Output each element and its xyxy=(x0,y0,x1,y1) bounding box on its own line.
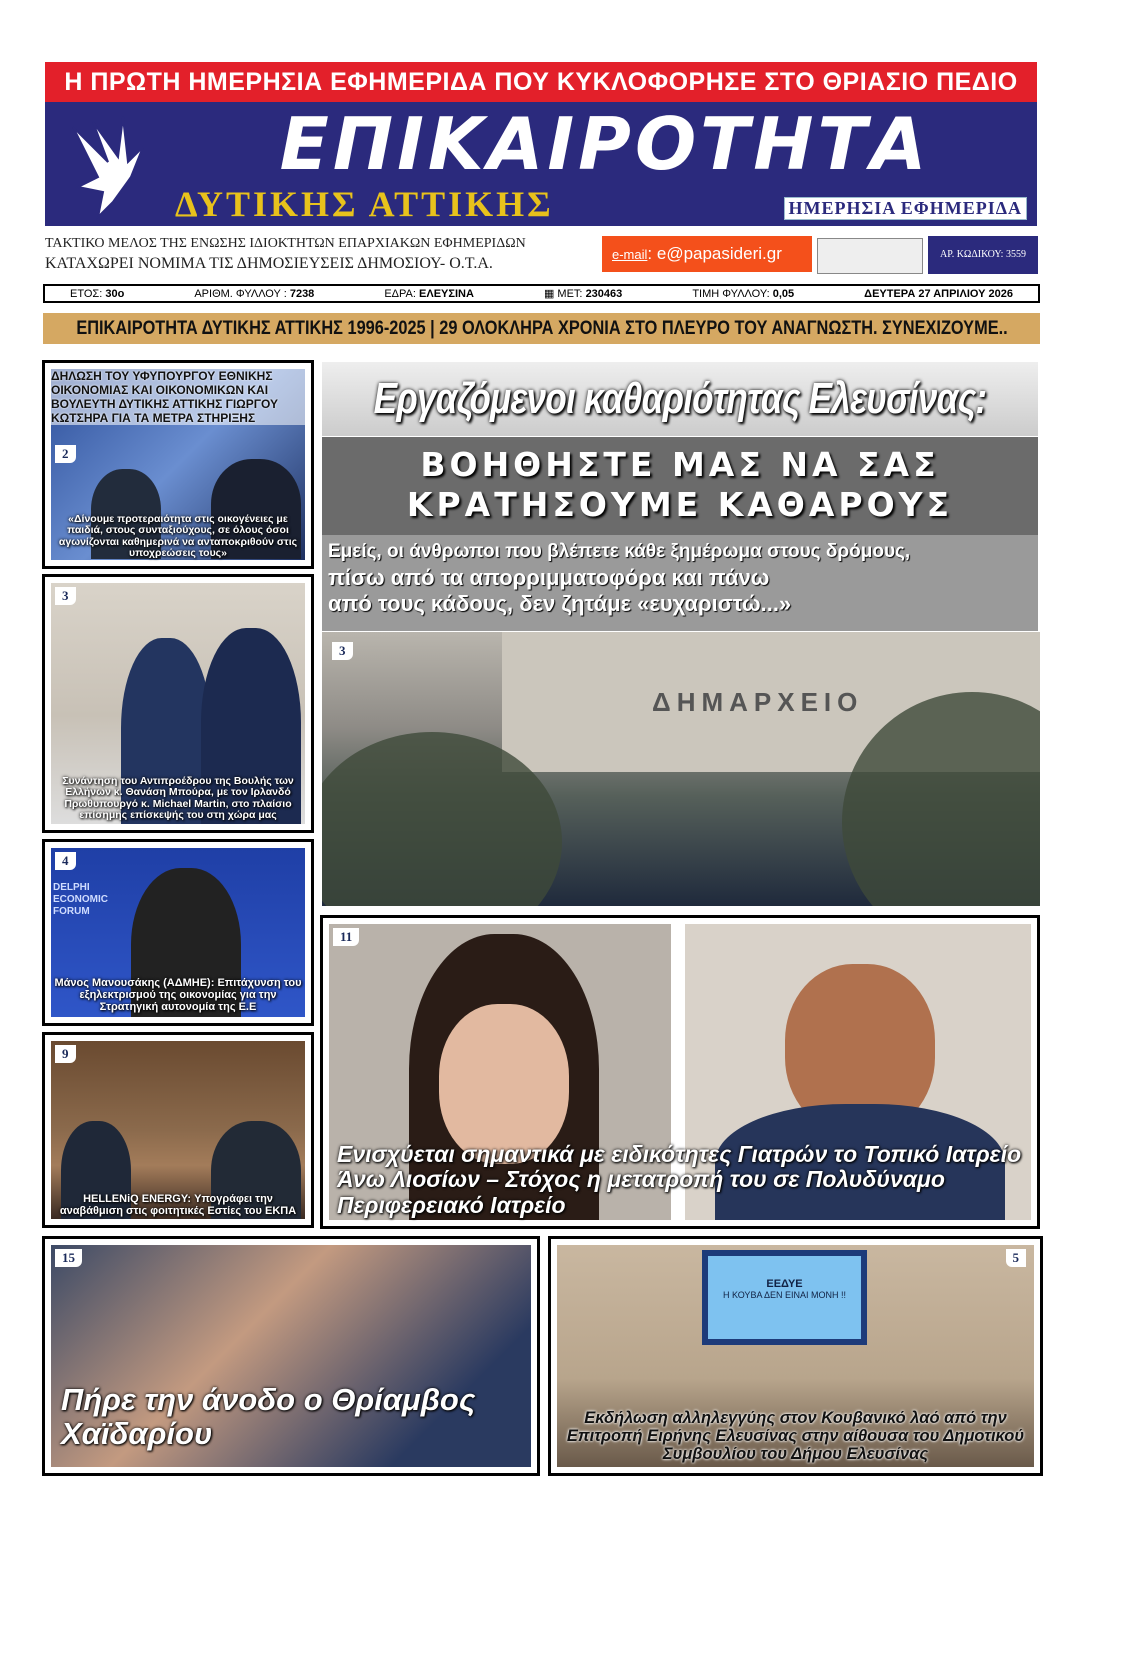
subhead-line: ΚΡΑΤΗΣΟΥΜΕ ΚΑΘΑΡΟΥΣ xyxy=(406,485,954,524)
newspaper-subtitle: ΔΥΤΙΚΗΣ ΑΤΤΙΚΗΣ xyxy=(175,184,554,224)
story-caption: Πήρε την άνοδο ο Θρίαμβος Χαϊδαρίου xyxy=(61,1381,476,1451)
side-story-9[interactable] xyxy=(42,1032,314,1228)
story-caption: «Δίνουμε προτεραιότητα στις οικογένειες με παιδιά, στους συνταξιούχους, σε όλους όσοι αγωνίζονται καθημερινά να ανταποκριθούν στις υποχρεώσεις τους» xyxy=(58,512,298,560)
lead-line: πίσω από τα απορριμματοφόρα και πάνω xyxy=(328,565,770,590)
issue-date: ΔΕΥΤΕΡΑ 27 ΑΠΡΙΛΙΟΥ 2026 xyxy=(864,287,1013,300)
story-title: ΔΗΛΩΣΗ ΤΟΥ ΥΦΥΠΟΥΡΓΟΥ ΕΘΝΙΚΗΣ ΟΙΚΟΝΟΜΙΑΣ ΚΑΙ ΟΙΚΟΝΟΜΙΚΩΝ ΚΑΙ ΒΟΥΛΕΥΤΗ ΔΥΤΙΚΗΣ ΑΤΤΙΚΗΣ ΓΙΩΡΓΟΥ ΚΩΤΣΗΡΑ ΓΙΑ ΤΑ ΜΕΤΡΑ ΣΤΗΡΙΞΗΣ xyxy=(51,369,305,425)
lead-line: από τους κάδους, δεν ζητάμε «ευχαριστώ...» xyxy=(328,591,792,616)
issue-number: ΑΡΙΘΜ. ΦΥΛΛΟΥ : 7238 xyxy=(194,287,315,300)
page-badge: 5 xyxy=(1006,1249,1027,1267)
email-label: e-mail xyxy=(612,247,648,262)
page-badge: 4 xyxy=(55,852,76,870)
main-headline[interactable]: Εργαζόμενοι καθαριότητας Ελευσίνας: xyxy=(373,374,987,423)
screen-text: Η ΚΟΥΒΑ ΔΕΝ ΕΙΝΑΙ ΜΟΝΗ !! xyxy=(723,1290,846,1300)
lead-line: Εμείς, οι άνθρωποι που βλέπετε κάθε ξημέρωμα στους δρόμους, xyxy=(328,541,911,562)
bottom-story-15[interactable] xyxy=(42,1236,540,1476)
main-headline-box[interactable] xyxy=(322,362,1038,436)
anniversary-strip xyxy=(43,313,1040,344)
building-sign: ΔΗΜΑΡΧΕΙΟ xyxy=(652,687,864,717)
story-caption: Συνάντηση του Αντιπροέδρου της Βουλής των Ελλήνων κ. Θανάση Μπούρα, με τον Ιρλανδό Πρωθυπουργό κ. Michael Martin, στο πλαίσιο επίσημης επίσκεψής του στη χώρα μας xyxy=(62,774,294,822)
met: ▦ ΜΕΤ: 230463 xyxy=(543,288,623,300)
legal-line: ΚΑΤΑΧΩΡΕΙ ΝΟΜΙΜΑ ΤΙΣ ΔΗΜΟΣΙΕΥΣΕΙΣ ΔΗΜΟΣΙΟΥ- Ο.Τ.Α. xyxy=(45,255,493,272)
subhead-line: ΒΟΗΘΗΣΤΕ ΜΑΣ ΝΑ ΣΑΣ xyxy=(420,445,940,484)
bottom-story-5[interactable] xyxy=(548,1236,1043,1476)
page-badge: 2 xyxy=(55,445,76,463)
anniversary-banner: ΕΠΙΚΑΙΡΟΤΗΤΑ ΔΥΤΙΚΗΣ ΑΤΤΙΚΗΣ 1996-2025 | 29 ΟΛΟΚΛΗΡΑ ΧΡΟΝΙΑ ΣΤΟ ΠΛΕΥΡΟ ΤΟΥ ΑΝΑΓΝΩΣΤΗ. ΣΥΝΕΧΙΖΟΥΜΕ.. xyxy=(75,318,1008,339)
newspaper-title: ΕΠΙΚΑΙΡΟΤΗΤΑ xyxy=(279,102,931,186)
side-story-4[interactable] xyxy=(42,839,314,1026)
top-slogan: Η ΠΡΩΤΗ ΗΜΕΡΗΣΙΑ ΕΦΗΜΕΡΙΔΑ ΠΟΥ ΚΥΚΛΟΦΟΡΗΣΕ ΣΤΟ ΘΡΙΑΣΙΟ ΠΕΔΙΟ xyxy=(45,62,1037,102)
association-logos-icon xyxy=(817,238,923,274)
price: ΤΙΜΗ ΦΥΛΛΟΥ: 0,05 xyxy=(692,287,795,300)
main-story-photo[interactable] xyxy=(322,632,1040,906)
page-badge: 11 xyxy=(333,928,359,946)
issue-meta-bar xyxy=(43,284,1040,303)
side-story-2[interactable] xyxy=(42,360,314,569)
eagle-logo-icon xyxy=(53,107,153,222)
story-caption: HELLENiQ ENERGY: Υπογράφει την αναβάθμιση στις φοιτητικές Εστίες του ΕΚΠΑ xyxy=(59,1192,297,1217)
page-badge: 15 xyxy=(55,1249,82,1267)
forum-backdrop: DELPHI ECONOMIC FORUM xyxy=(53,882,108,917)
email-address[interactable]: e@papasideri.gr xyxy=(656,244,782,263)
story-caption: Εκδήλωση αλληλεγγύης στον Κουβανικό λαό από την Επιτροπή Ειρήνης Ελευσίνας στην αίθουσα του Δημοτικού Συμβουλίου του Δήμου Ελευσίνας xyxy=(566,1408,1025,1463)
health-story[interactable] xyxy=(320,915,1040,1229)
year: ΕΤΟΣ: 30ο xyxy=(70,287,125,300)
email-box[interactable]: e-mail: e@papasideri.gr xyxy=(602,236,812,272)
main-lead xyxy=(322,535,1038,631)
page-badge: 9 xyxy=(55,1045,76,1063)
code-number: ΑΡ. ΚΩΔΙΚΟΥ: 3559 xyxy=(928,236,1038,274)
daily-tagline: ΗΜΕΡΗΣΙΑ ΕΦΗΜΕΡΙΔΑ xyxy=(784,197,1027,220)
member-line: ΤΑΚΤΙΚΟ ΜΕΛΟΣ ΤΗΣ ΕΝΩΣΗΣ ΙΔΙΟΚΤΗΤΩΝ ΕΠΑΡΧΙΑΚΩΝ ΕΦΗΜΕΡΙΔΩΝ xyxy=(45,236,526,251)
side-story-3[interactable] xyxy=(42,574,314,833)
story-caption: Μάνος Μανουσάκης (ΑΔΜΗΕ): Επιτάχυνση του εξηλεκτρισμού της οικονομίας για την Στρατηγική αυτονομία της Ε.Ε xyxy=(54,976,302,1013)
seat: ΕΔΡΑ: ΕΛΕΥΣΙΝΑ xyxy=(384,287,474,300)
story-caption: Ενισχύεται σημαντικά με ειδικότητες Γιατρών το Τοπικό Ιατρείο Άνω Λιοσίων – Στόχος η μετατροπή του σε Πολυδύναμο Περιφερειακό Ιατρείο xyxy=(337,1141,1022,1218)
page-badge: 3 xyxy=(332,642,353,660)
masthead-banner xyxy=(45,102,1037,226)
page-badge: 3 xyxy=(55,587,76,605)
barcode-icon: ▦ xyxy=(543,288,555,300)
screen-title: ΕΕΔΥΕ xyxy=(766,1278,803,1290)
main-subhead xyxy=(322,437,1038,535)
